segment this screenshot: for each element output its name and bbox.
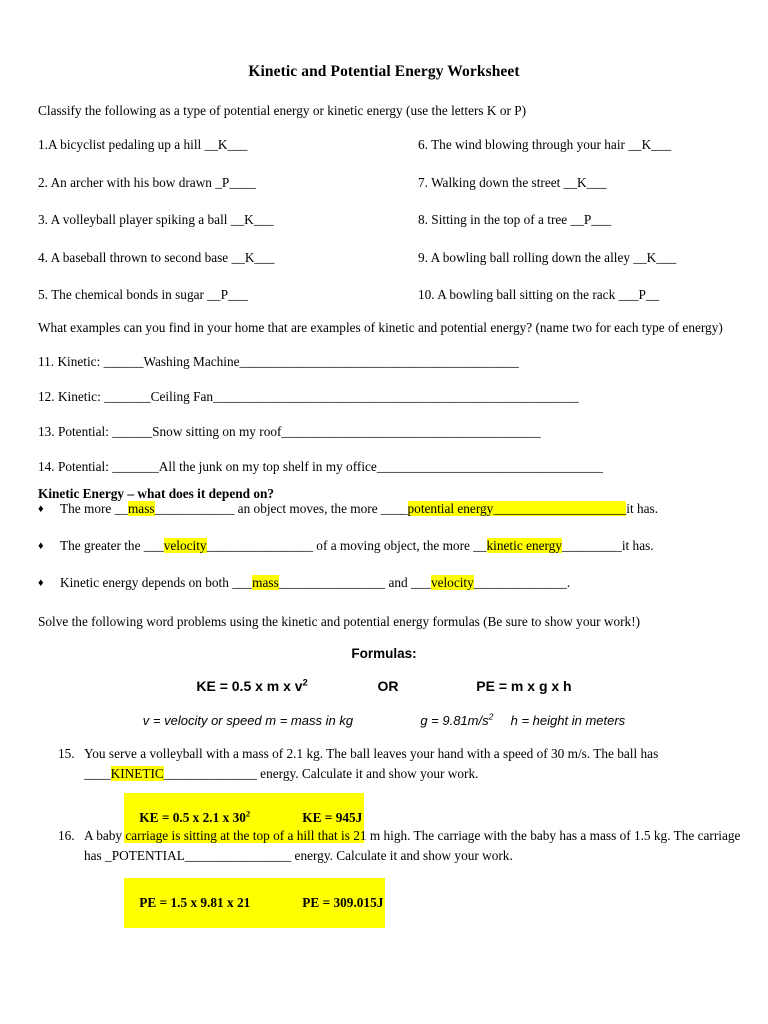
- wp16-answer: _POTENTIAL: [105, 847, 185, 863]
- home-examples-list: [38, 354, 744, 494]
- question-answer[interactable]: __P___: [207, 287, 248, 302]
- question-text: The chemical bonds in sugar: [51, 287, 208, 302]
- question-text: An archer with his bow drawn: [50, 174, 216, 190]
- question-text: Walking down the street: [431, 174, 564, 190]
- home-example-label: 13. Potential:: [38, 424, 113, 439]
- diamond-bullet-icon: ♦: [38, 503, 44, 515]
- classify-questions-left-column: [38, 137, 408, 325]
- bullet-text-pre: The greater the ___: [60, 538, 164, 553]
- word-problem-15-number: 15.: [58, 746, 75, 761]
- legend-height: h = height in meters: [510, 713, 626, 728]
- classify-question-right-1: [418, 137, 748, 153]
- question-number: 10.: [418, 287, 438, 302]
- question-answer[interactable]: ___P__: [618, 287, 660, 302]
- home-example-label: 12. Kinetic:: [38, 389, 105, 404]
- classify-question-right-3: [418, 212, 748, 228]
- question-answer[interactable]: __K___: [230, 212, 274, 227]
- question-number: 4.: [38, 249, 51, 265]
- question-text: The wind blowing through your hair: [431, 137, 629, 152]
- wp15-blank: ______________: [163, 765, 257, 781]
- bullet-text-pre: The more __: [60, 501, 128, 516]
- home-example-answer[interactable]: Washing Machine: [143, 354, 240, 369]
- question-number: 7.: [418, 174, 432, 190]
- question-answer[interactable]: __K___: [628, 137, 672, 152]
- depends-bullet-3: [38, 575, 748, 591]
- question-text: A volleyball player spiking a ball: [50, 212, 231, 227]
- bullet-answer-2[interactable]: potential energy____________________: [407, 501, 627, 516]
- bullet-text-post: it has.: [626, 501, 659, 516]
- classify-question-right-5: [418, 287, 748, 303]
- question-number: 5.: [38, 287, 52, 302]
- classify-question-right-4: [418, 250, 748, 266]
- or-label: OR: [377, 678, 399, 694]
- question-answer[interactable]: __K___: [204, 137, 248, 152]
- bullet-blank-2[interactable]: _________: [561, 538, 622, 553]
- bullet-answer-1[interactable]: mass: [127, 501, 155, 516]
- home-example-answer[interactable]: All the junk on my top shelf in my office: [158, 459, 377, 474]
- wp16-work-result: PE = 309.015J: [302, 895, 384, 910]
- depends-bullet-list: [38, 501, 748, 612]
- pe-formula: PE = m x g x h: [476, 678, 572, 694]
- solve-instruction: Solve the following word problems using the kinetic and potential energy formulas (Be sure to show your work!): [38, 614, 641, 629]
- classify-question-left-3: [38, 212, 408, 228]
- home-example-answer[interactable]: Snow sitting on my roof: [152, 424, 282, 439]
- home-example-label: 11. Kinetic:: [38, 354, 104, 369]
- question-number: 9.: [418, 249, 431, 265]
- home-example-trailing-blank[interactable]: _______________________________________________________: [213, 389, 579, 404]
- word-problem-15: [58, 744, 748, 784]
- word-problem-16-body: [84, 826, 748, 866]
- bullet-blank-1[interactable]: ____________: [154, 501, 235, 516]
- bullet-text-post: it has.: [621, 538, 654, 553]
- word-problem-16-work: [124, 878, 385, 928]
- wp16-text-2: energy. Calculate it and show your work.: [291, 847, 513, 863]
- wp16-text-1: A baby carriage is sitting at the top of a hill that is 21 m high. The carriage with the baby has a mass of 1.5 kg. The carriage has: [84, 828, 741, 863]
- formula-legend-row: [0, 713, 768, 728]
- classify-question-left-5: [38, 287, 408, 303]
- question-text: A baseball thrown to second base: [50, 249, 232, 265]
- legend-gravity: $g = 9.81m/s^2$: [420, 711, 494, 728]
- bullet-blank-1[interactable]: ________________: [278, 575, 386, 590]
- bullet-text-post: .: [566, 575, 571, 590]
- home-example-row-13: [38, 424, 744, 440]
- home-example-row-11: [38, 354, 744, 370]
- home-example-trailing-blank[interactable]: _______________________________________: [281, 424, 541, 439]
- wp15-answer: KINETIC: [110, 765, 164, 781]
- wp15-text-1: You serve a volleyball with a mass of 2.1 kg. The ball leaves your hand with a speed of 30 m/s. The ball has ____: [84, 746, 659, 781]
- bullet-answer-1[interactable]: velocity: [163, 538, 207, 553]
- question-answer[interactable]: __K___: [231, 249, 275, 265]
- bullet-blank-2[interactable]: ______________: [473, 575, 567, 590]
- question-text: A bowling ball sitting on the rack: [437, 287, 619, 302]
- question-answer[interactable]: __P___: [570, 212, 612, 227]
- home-example-trailing-blank[interactable]: __________________________________________: [239, 354, 519, 369]
- home-example-trailing-blank[interactable]: __________________________________: [376, 459, 603, 474]
- classify-questions-right-column: [418, 137, 748, 325]
- wp15-text-2: energy. Calculate it and show your work.: [256, 765, 479, 781]
- bullet-blank-1[interactable]: ________________: [206, 538, 313, 553]
- home-example-answer[interactable]: Ceiling Fan: [150, 389, 214, 404]
- formulas-heading: Formulas:: [351, 646, 417, 661]
- question-number: 1.: [38, 137, 48, 152]
- question-answer[interactable]: __K___: [563, 174, 607, 190]
- wp16-blank: ________________: [184, 847, 292, 863]
- classify-question-right-2: [418, 175, 748, 191]
- formula-row: [0, 678, 768, 694]
- question-answer[interactable]: _P____: [215, 174, 256, 190]
- classify-question-left-2: [38, 175, 408, 191]
- home-example-lead-blank: _______: [104, 389, 151, 404]
- question-number: 2.: [38, 174, 51, 190]
- question-text: Sitting in the top of a tree: [431, 212, 571, 227]
- question-number: 6.: [418, 137, 432, 152]
- depends-bullet-2: [38, 538, 748, 554]
- question-text: A bicyclist pedaling up a hill: [47, 137, 205, 152]
- home-examples-prompt: What examples can you find in your home that are examples of kinetic and potential energy? (name two for each type of energy): [38, 320, 723, 335]
- wp15-work-expression: KE = 0.5 x 2.1 x $30^2$: [139, 808, 251, 825]
- classify-question-left-4: [38, 250, 408, 266]
- depends-bullet-1: [38, 501, 748, 517]
- question-text: A bowling ball rolling down the alley: [430, 249, 634, 265]
- question-answer[interactable]: __K___: [633, 249, 677, 265]
- home-example-row-12: [38, 389, 744, 405]
- home-example-lead-blank: ______: [103, 354, 144, 369]
- wp16-work-expression: PE = 1.5 x 9.81 x 21: [139, 895, 251, 910]
- word-problem-16-number: 16.: [58, 828, 75, 843]
- question-number: 8.: [418, 212, 432, 227]
- ke-formula: KE = 0.5 x m x $v^2$: [196, 677, 308, 694]
- classify-instruction: Classify the following as a type of potential energy or kinetic energy (use the letters K or P): [38, 103, 527, 118]
- legend-velocity-mass: v = velocity or speed m = mass in kg: [142, 713, 354, 728]
- home-example-lead-blank: _______: [112, 459, 159, 474]
- word-problem-15-body: [84, 744, 748, 784]
- page-title: Kinetic and Potential Energy Worksheet: [248, 63, 520, 80]
- bullet-answer-1[interactable]: mass: [252, 575, 279, 590]
- home-example-row-14: [38, 459, 744, 475]
- word-problem-16: [58, 826, 748, 866]
- diamond-bullet-icon: ♦: [38, 577, 44, 589]
- wp15-work-result: KE = 945J: [302, 810, 363, 825]
- diamond-bullet-icon: ♦: [38, 540, 44, 552]
- home-example-label: 14. Potential:: [38, 459, 113, 474]
- bullet-answer-2[interactable]: kinetic energy: [486, 538, 562, 553]
- bullet-text-mid: and ___: [385, 575, 431, 590]
- home-example-lead-blank: ______: [112, 424, 153, 439]
- bullet-answer-2[interactable]: velocity: [430, 575, 474, 590]
- depends-heading: Kinetic Energy – what does it depend on?: [38, 486, 275, 501]
- question-number: 3.: [38, 212, 51, 227]
- classify-question-left-1: [38, 137, 408, 153]
- bullet-text-mid: of a moving object, the more __: [312, 538, 487, 553]
- bullet-text-mid: an object moves, the more ____: [234, 501, 408, 516]
- bullet-text-pre: Kinetic energy depends on both ___: [60, 575, 253, 590]
